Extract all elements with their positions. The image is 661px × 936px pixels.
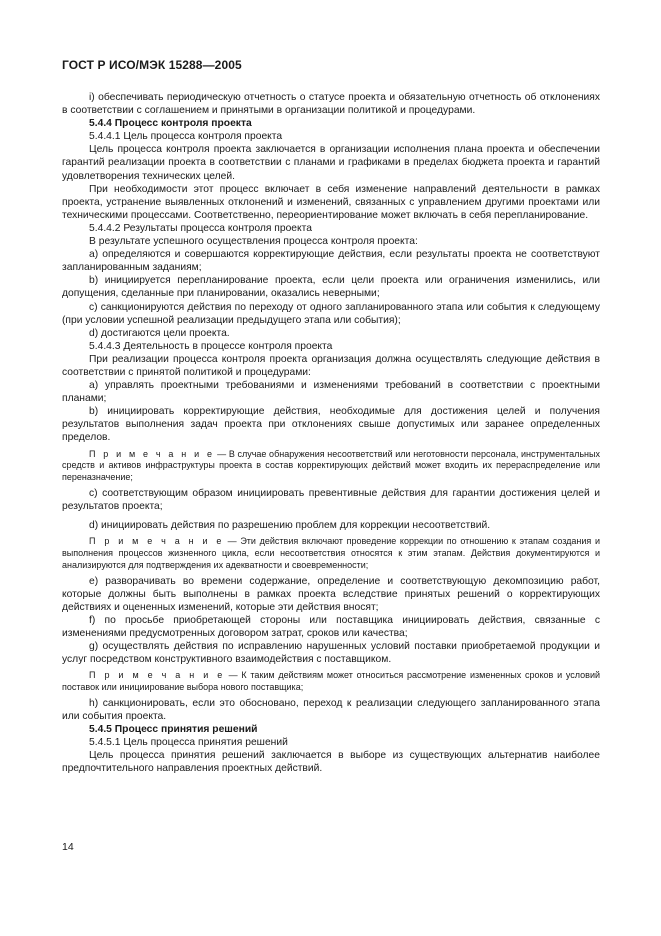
note-text: — Эти действия включают проведение коррекции по отношению к этапам создания и выполнения процессов жизненного цикла, если несоответствия относятся к этим этапам. Действия документируются и анализируются для подтверждения их адекватности и своевременности; <box>62 536 600 570</box>
body-paragraph: При необходимости этот процесс включает в себя изменение направлений деятельности в рамках проекта, устранение выявленных отклонений и изменений, связанных с управлением другими проектами или техническими процессами. Соответственно, переориентирование может включать в себя перепланирование. <box>62 183 600 221</box>
note-text: — В случае обнаружения несоответствий или неготовности персонала, инструментальных средств и активов инфраструктуры проекта в состав корректирующих действий может входить их перераспределение или переназначение; <box>62 448 600 483</box>
note-paragraph <box>62 449 600 484</box>
note-paragraph <box>62 536 600 571</box>
note-label: П р и м е ч а н и е <box>89 670 225 681</box>
body-paragraph: Цель процесса контроля проекта заключается в организации исполнения плана проекта и обеспечении гарантий реализации проекта в соответствии с планами и графиками в пределах бюджета проекта и гарантий удовлетворения технических целей. <box>62 144 600 182</box>
body-paragraph: а) определяются и совершаются корректирующие действия, если результаты проекта не соответствуют запланированным заданиям; <box>62 249 600 274</box>
page-number: 14 <box>62 841 74 853</box>
body-paragraph: c) санкционируются действия по переходу от одного запланированного этапа или события к следующему (при условии успешной реализации предыдущего этапа или события); <box>62 301 600 326</box>
body-paragraph: 5.4.5.1 Цель процесса принятия решений <box>89 737 288 749</box>
body-paragraph: В результате успешного осуществления процесса контроля проекта: <box>89 236 418 248</box>
body-paragraph: g) осуществлять действия по исправлению нарушенных условий поставки приобретаемой продукции и услуг посредством конструктивного взаимодействия с поставщиком. <box>62 641 600 666</box>
body-paragraph: 5.4.4.2 Результаты процесса контроля проекта <box>89 222 312 234</box>
body-paragraph: При реализации процесса контроля проекта организация должна осуществлять следующие действия в соответствии с принятой политикой и процедурами: <box>62 353 600 378</box>
body-paragraph: b) инициируется перепланирование проекта, если цели проекта или ограничения изменились, или допущения, сделанные при планировании, оказались неверными; <box>62 275 600 300</box>
document-body <box>62 91 600 775</box>
section-heading: 5.4.5 Процесс принятия решений <box>89 724 258 736</box>
body-paragraph: b) инициировать корректирующие действия, необходимые для достижения целей и получения результатов выполнения задач проекта при отклонениях свыше допустимых или заранее определенных пределов. <box>62 406 600 444</box>
note-text: — К таким действиям может относиться рассмотрение измененных сроков и условий поставок или инициирование выбора нового поставщика; <box>62 670 601 693</box>
body-paragraph: 5.4.4.1 Цель процесса контроля проекта <box>89 131 283 143</box>
body-paragraph: Цель процесса принятия решений заключается в выборе из существующих альтернатив наиболее предпочтительного направления проектных действий. <box>62 750 600 775</box>
body-paragraph: e) разворачивать во времени содержание, определение и соответствующую декомпозицию работ, которые должны быть выполнены в рамках проекта вследствие принятых решений о корректирующих действиях и оцененных изменений, которые эти действия вносят; <box>62 575 600 613</box>
section-heading: 5.4.4 Процесс контроля проекта <box>89 118 252 130</box>
note-label: П р и м е ч а н и е <box>89 536 224 547</box>
body-paragraph: c) соответствующим образом инициировать превентивные действия для гарантии достижения целей и результатов проекта; <box>62 487 600 513</box>
body-paragraph: а) управлять проектными требованиями и изменениями требований в соответствии с проектными планами; <box>62 380 600 405</box>
body-paragraph: f) по просьбе приобретающей стороны или поставщика инициировать действия, связанные с изменениями предусмотренных договором затрат, сроков или качества; <box>62 614 600 639</box>
note-paragraph <box>62 670 600 694</box>
body-paragraph: h) санкционировать, если это обосновано, переход к реализации следующего запланированного этапа или события проекта. <box>62 697 600 722</box>
body-paragraph: 5.4.4.3 Деятельность в процессе контроля проекта <box>89 340 333 352</box>
body-paragraph: i) обеспечивать периодическую отчетность о статусе проекта и обязательную отчетность об отклонениях в соответствии с соглашением и принятыми в организации политикой и процедурами. <box>62 92 600 117</box>
body-paragraph: d) инициировать действия по разрешению проблем для коррекции несоответствий. <box>89 520 491 532</box>
body-paragraph: d) достигаются цели проекта. <box>89 327 230 339</box>
note-label: П р и м е ч а н и е <box>89 448 215 459</box>
standard-header: ГОСТ Р ИСО/МЭК 15288—2005 <box>62 58 242 72</box>
